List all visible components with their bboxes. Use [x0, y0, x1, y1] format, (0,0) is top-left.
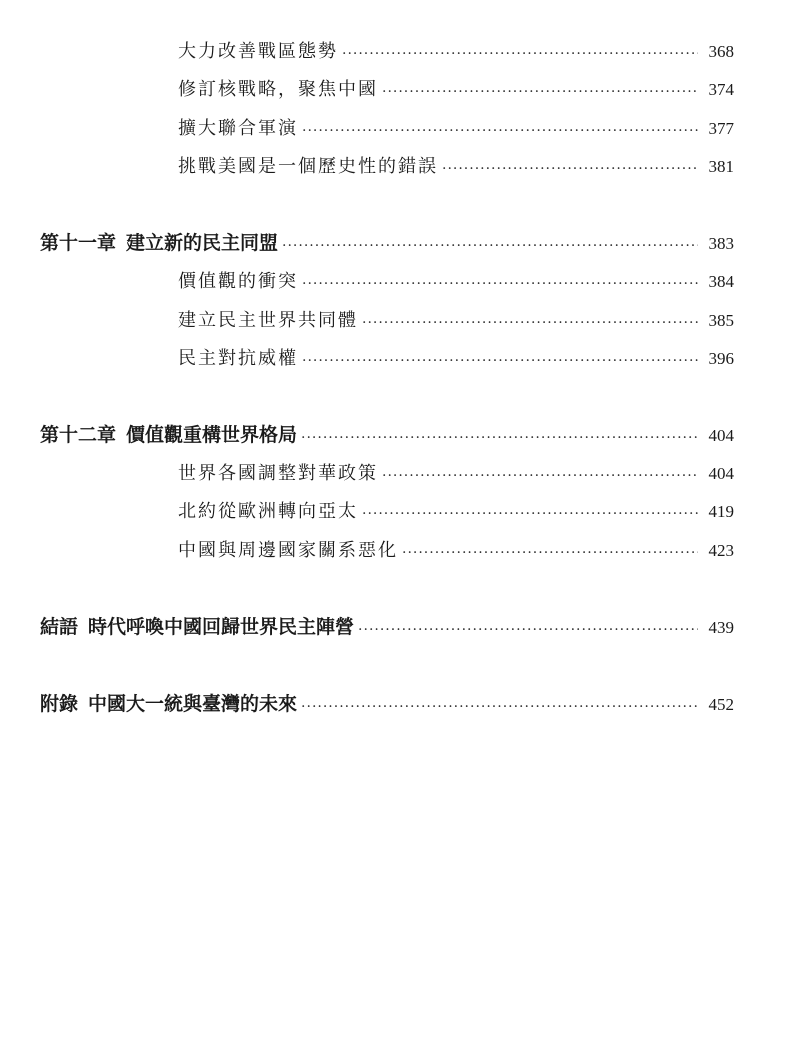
dot-leader: [301, 688, 698, 718]
chapter-label-char: 結: [40, 616, 60, 638]
toc-entry-title: 民主對抗威權: [178, 348, 298, 369]
dot-leader: [282, 227, 698, 257]
toc-entry-page: 423: [708, 541, 734, 560]
toc-entry-title: 挑戰美國是一個歷史性的錯誤: [178, 156, 438, 177]
chapter-label-char: 錄: [59, 693, 79, 715]
chapter-title: 中國大一統與臺灣的未來: [88, 693, 298, 715]
dot-leader: [342, 35, 698, 65]
toc-entry-title: 建立民主世界共同體: [178, 310, 358, 331]
toc-entry[interactable]: [178, 37, 734, 67]
chapter-title: 價值觀重構世界格局: [126, 424, 298, 446]
chapter-page: 383: [708, 234, 734, 253]
chapter-label: 第十二章: [40, 424, 117, 446]
chapter-page: 452: [708, 695, 734, 714]
dot-leader: [382, 457, 698, 487]
toc-entry[interactable]: [178, 267, 734, 297]
toc-entry-page: 385: [708, 311, 734, 330]
toc-entry-page: 404: [708, 464, 734, 483]
toc-chapter[interactable]: [40, 228, 734, 258]
toc-chapter[interactable]: [40, 612, 734, 642]
toc-entry[interactable]: [178, 306, 734, 336]
dot-leader: [301, 419, 698, 449]
toc-entry-page: 374: [708, 80, 734, 99]
toc-entry-title: 修訂核戰略，聚焦中國: [178, 79, 378, 100]
toc-entry-title: 價值觀的衝突: [178, 271, 298, 292]
dot-leader: [362, 495, 698, 525]
dot-leader: [442, 150, 698, 180]
dot-leader: [358, 611, 698, 641]
chapter-page: 439: [708, 618, 734, 637]
dot-leader: [302, 265, 698, 295]
chapter-label: [40, 689, 78, 719]
chapter-label-char: 附: [40, 693, 60, 715]
chapter-label: 第十一章: [40, 232, 117, 254]
dot-leader: [302, 112, 698, 142]
toc-entry[interactable]: [178, 459, 734, 489]
chapter-title: 時代呼喚中國回歸世界民主陣營: [88, 616, 355, 638]
chapter-title: 建立新的民主同盟: [126, 232, 279, 254]
toc-entry-page: 419: [708, 502, 734, 521]
toc-entry[interactable]: [178, 114, 734, 144]
dot-leader: [362, 304, 698, 334]
dot-leader: [402, 534, 698, 564]
toc-entry[interactable]: [178, 344, 734, 374]
toc-entry-title: 北約從歐洲轉向亞太: [178, 501, 358, 522]
dot-leader: [382, 73, 698, 103]
toc-chapter[interactable]: [40, 689, 734, 719]
toc-entry[interactable]: [178, 536, 734, 566]
chapter-page: 404: [708, 426, 734, 445]
chapter-label-char: 語: [59, 616, 79, 638]
toc-entry[interactable]: [178, 75, 734, 105]
dot-leader: [302, 342, 698, 372]
toc-entry-title: 擴大聯合軍演: [178, 118, 298, 139]
toc-entry-title: 大力改善戰區態勢: [178, 41, 338, 62]
toc-entry[interactable]: [178, 497, 734, 527]
toc-entry-page: 368: [708, 42, 734, 61]
toc-chapter[interactable]: [40, 420, 734, 450]
toc-entry[interactable]: [178, 152, 734, 182]
toc-entry-page: 396: [708, 349, 734, 368]
toc-entry-title: 中國與周邊國家關系惡化: [178, 540, 398, 561]
toc-entry-page: 381: [708, 157, 734, 176]
toc-entry-page: 384: [708, 272, 734, 291]
toc-entry-page: 377: [708, 119, 734, 138]
chapter-label: [40, 612, 78, 642]
toc-entry-title: 世界各國調整對華政策: [178, 463, 378, 484]
